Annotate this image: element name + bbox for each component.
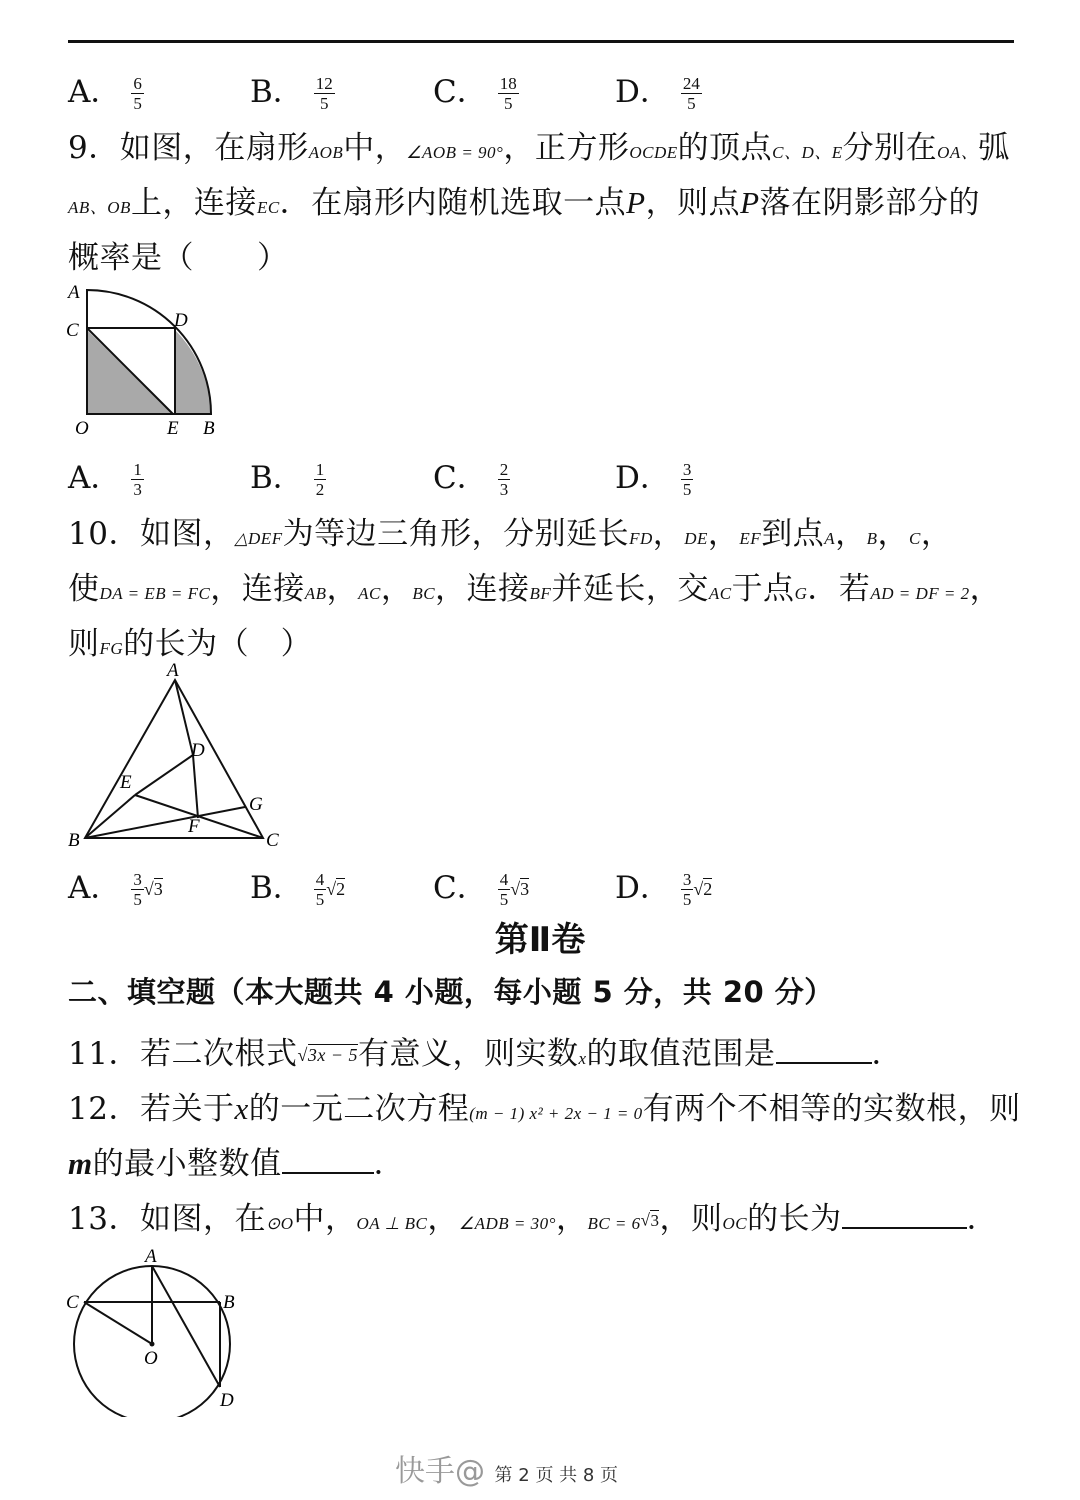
q10-label-b: B — [68, 830, 80, 851]
q10-label-g: G — [249, 794, 263, 815]
q10-segment-bg — [85, 807, 245, 838]
q12-line-2: m的最小整数值 ． — [68, 1146, 406, 1182]
q10-option-c[interactable]: C． $\frac{4}{5}$ √3 — [433, 870, 530, 909]
q12-line-1: 12．若关于x的一元二次方程(m − 1) x² + 2x − 1 = 0有两个不相等的实数根，则 — [68, 1091, 1021, 1127]
q9-shaded-arc-region — [175, 330, 211, 414]
q8-option-c[interactable]: C． $\frac{18}{5}$ — [433, 74, 517, 113]
q10-line-1: 10．如图，△DEF为等边三角形，分别延长FD，DE，EF到点A，B，C， — [68, 516, 953, 552]
q10-segment-be — [85, 795, 135, 838]
q9-sector-figure — [60, 280, 230, 440]
footer-watermark: 快手@ — [395, 1454, 485, 1489]
q9-line-2: AB、OB上，连接EC．在扇形内随机选取一点P，则点P落在阴影部分的 — [68, 185, 981, 221]
top-rule — [68, 40, 1014, 43]
q9-label-e: E — [167, 418, 179, 439]
q13-segment-co — [84, 1302, 152, 1344]
q8-option-b[interactable]: B． $\frac{12}{5}$ — [250, 74, 333, 113]
q10-option-a[interactable]: A． $\frac{3}{5}$ √3 — [68, 870, 163, 909]
q10-option-b[interactable]: B． $\frac{4}{5}$ √2 — [250, 870, 346, 909]
q13-line: 13．如图，在⊙O中，OA ⊥ BC，∠ADB = 30°，BC = 6√3，则OC的长为 ． — [68, 1201, 999, 1237]
q8-option-d[interactable]: D． $\frac{24}{5}$ — [615, 74, 700, 113]
q11-line: 11．若二次根式√3x − 5有意义，则实数x的取值范围是 ． — [68, 1036, 904, 1072]
page-footer — [395, 1446, 618, 1490]
q9-option-c[interactable]: C． $\frac{2}{3}$ — [433, 460, 509, 499]
q10-line-3: 则FG的长为（ ） — [68, 626, 313, 662]
q10-segment-df — [193, 755, 198, 818]
q13-label-o: O — [144, 1348, 158, 1369]
q9-label-d: D — [174, 310, 188, 331]
q10-line-2: 使DA = EB = FC，连接AB，AC，BC，连接BF并延长，交AC于点G．若AD = DF = 2， — [68, 571, 1002, 607]
q13-center-dot — [150, 1342, 155, 1347]
q12-answer-blank[interactable] — [282, 1146, 374, 1174]
q13-label-c: C — [66, 1292, 79, 1313]
q13-label-a: A — [145, 1246, 157, 1267]
q9-label-o: O — [75, 418, 89, 439]
q9-option-a[interactable]: A． $\frac{1}{3}$ — [68, 460, 142, 499]
q13-label-b: B — [223, 1292, 235, 1313]
q10-label-f: F — [188, 816, 200, 837]
q8-option-a[interactable]: A． $\frac{6}{5}$ — [68, 74, 142, 113]
q10-label-a: A — [167, 660, 179, 681]
q9-option-d[interactable]: D． $\frac{3}{5}$ — [615, 460, 692, 499]
q11-answer-blank[interactable] — [776, 1036, 872, 1064]
q9-line-1: 9．如图，在扇形AOB中，∠AOB = 90°，正方形OCDE的顶点C、D、E分别在OA、弧 — [68, 130, 1010, 166]
page-number: 第 2 页 共 8 页 — [494, 1465, 619, 1486]
q9-option-b[interactable]: B． $\frac{1}{2}$ — [250, 460, 325, 499]
q9-label-b: B — [203, 418, 215, 439]
q9-label-a: A — [68, 282, 80, 303]
q9-line-3: 概率是（ ） — [68, 240, 289, 276]
part-2-title: 第Ⅱ卷 — [494, 920, 586, 960]
q13-segment-ad — [152, 1266, 220, 1387]
q10-label-c: C — [266, 830, 279, 851]
q10-label-e: E — [120, 772, 132, 793]
q10-triangle-figure — [60, 660, 300, 860]
q13-answer-blank[interactable] — [842, 1201, 967, 1229]
section-2-title: 二、填空题（本大题共 4 小题，每小题 5 分，共 20 分） — [68, 975, 834, 1009]
q10-segment-de — [135, 755, 193, 795]
q13-label-d: D — [220, 1390, 234, 1411]
q10-option-d[interactable]: D． $\frac{3}{5}$ √2 — [615, 870, 713, 909]
q9-label-c: C — [66, 320, 79, 341]
q10-label-d: D — [191, 740, 205, 761]
q13-circle-figure — [60, 1242, 260, 1417]
